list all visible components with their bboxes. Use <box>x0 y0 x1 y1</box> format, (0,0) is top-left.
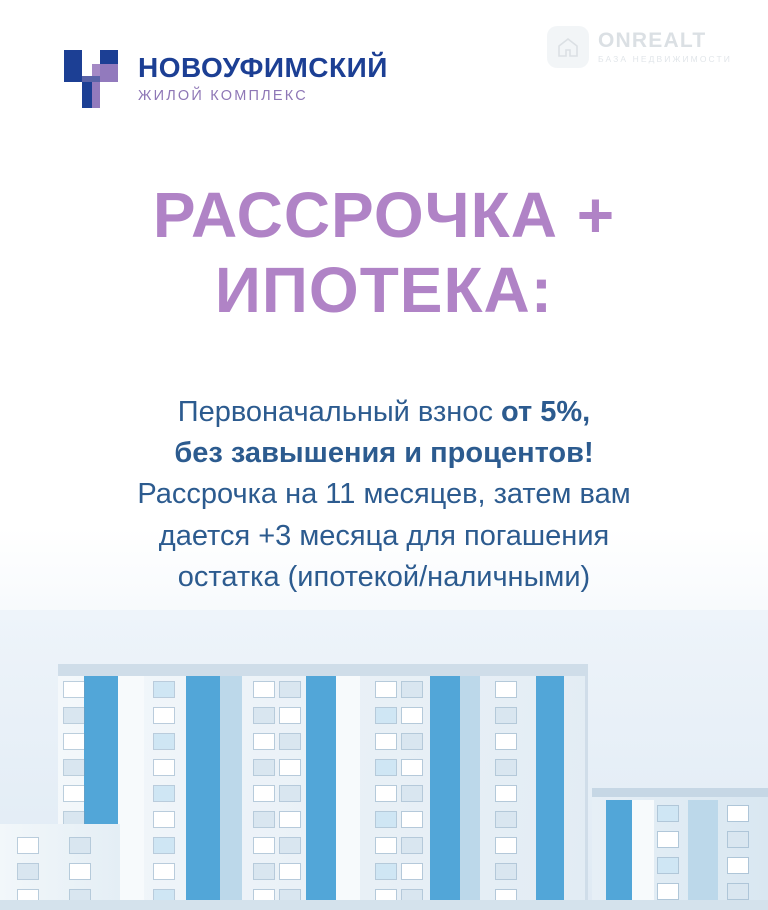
window <box>402 682 422 697</box>
facade-pale-stripe <box>220 676 242 910</box>
facade-accent-stripe <box>186 676 220 910</box>
window <box>280 708 300 723</box>
window <box>496 734 516 749</box>
window <box>658 884 678 899</box>
facade-pale-stripe <box>460 676 480 910</box>
offer-line-5: остатка (ипотекой/наличными) <box>177 560 591 593</box>
offer-line-1 <box>60 392 708 433</box>
facade-accent-stripe <box>430 676 460 910</box>
house-outline-icon <box>547 26 589 68</box>
roof-edge <box>592 788 768 797</box>
window <box>254 708 274 723</box>
window <box>280 786 300 801</box>
window <box>376 812 396 827</box>
window <box>154 864 174 879</box>
building-right-tower <box>592 788 768 910</box>
window <box>154 838 174 853</box>
window <box>154 708 174 723</box>
window <box>402 838 422 853</box>
brand-logo <box>62 48 388 110</box>
watermark-subtitle: БАЗА НЕДВИЖИМОСТИ <box>598 54 732 65</box>
roof-parapet <box>58 664 588 676</box>
window <box>728 858 748 873</box>
window <box>376 682 396 697</box>
window <box>658 806 678 821</box>
headline-line-1: РАССРОЧКА + <box>152 179 616 251</box>
window <box>376 760 396 775</box>
residential-complex-building-illustration <box>0 610 768 910</box>
window <box>728 832 748 847</box>
facade-accent-stripe <box>306 676 336 910</box>
watermark-title: ONREALT <box>598 29 707 53</box>
offer-line-4: дается +3 месяца для погашения <box>158 519 610 552</box>
window <box>64 760 84 775</box>
window <box>402 760 422 775</box>
window <box>496 864 516 879</box>
window <box>496 708 516 723</box>
building-front-annex <box>0 824 120 910</box>
window <box>280 734 300 749</box>
building-main-block <box>58 664 588 910</box>
window <box>496 760 516 775</box>
window <box>18 838 38 853</box>
window <box>280 760 300 775</box>
window <box>376 786 396 801</box>
window <box>402 786 422 801</box>
window <box>376 734 396 749</box>
window <box>376 864 396 879</box>
window <box>254 760 274 775</box>
window <box>254 734 274 749</box>
window <box>70 864 90 879</box>
window <box>18 864 38 879</box>
window <box>254 786 274 801</box>
window <box>658 832 678 847</box>
window <box>402 708 422 723</box>
window <box>280 864 300 879</box>
facade-accent-stripe <box>606 800 632 910</box>
window <box>402 864 422 879</box>
window <box>728 884 748 899</box>
facade-white-stripe <box>118 676 144 910</box>
offer-description <box>60 392 708 598</box>
window <box>254 682 274 697</box>
logo-subtitle: ЖИЛОЙ КОМПЛЕКС <box>138 88 308 105</box>
window <box>376 708 396 723</box>
window <box>154 682 174 697</box>
window <box>64 786 84 801</box>
offer-line-3: Рассрочка на 11 месяцев, затем вам <box>137 478 631 511</box>
window <box>496 682 516 697</box>
window <box>254 812 274 827</box>
window <box>376 838 396 853</box>
window <box>658 858 678 873</box>
window <box>64 682 84 697</box>
facade-white-stripe <box>336 676 360 910</box>
window <box>280 838 300 853</box>
window <box>496 838 516 853</box>
letter-n-monogram-icon <box>62 48 120 110</box>
facade-accent-stripe <box>536 676 564 910</box>
window <box>402 812 422 827</box>
window <box>154 760 174 775</box>
window <box>154 786 174 801</box>
ground-line <box>0 900 768 910</box>
offer-line-1-plain: Первоначальный взнос <box>177 396 502 428</box>
window <box>254 838 274 853</box>
offer-line-1-bold: от 5%, <box>501 396 591 428</box>
window <box>496 812 516 827</box>
headline-line-2: ИПОТЕКА: <box>214 253 554 326</box>
window <box>728 806 748 821</box>
window <box>154 734 174 749</box>
window <box>70 838 90 853</box>
page-title <box>0 178 768 328</box>
watermark <box>547 26 732 68</box>
window <box>496 786 516 801</box>
window <box>154 812 174 827</box>
window <box>280 812 300 827</box>
logo-title: НОВОУФИМСКИЙ <box>138 52 388 84</box>
offer-line-2: без завышения и процентов! <box>174 437 594 470</box>
facade-pale-stripe <box>688 800 718 910</box>
window <box>64 708 84 723</box>
facade-white-stripe <box>632 800 654 910</box>
window <box>402 734 422 749</box>
window <box>280 682 300 697</box>
window <box>254 864 274 879</box>
window <box>64 734 84 749</box>
